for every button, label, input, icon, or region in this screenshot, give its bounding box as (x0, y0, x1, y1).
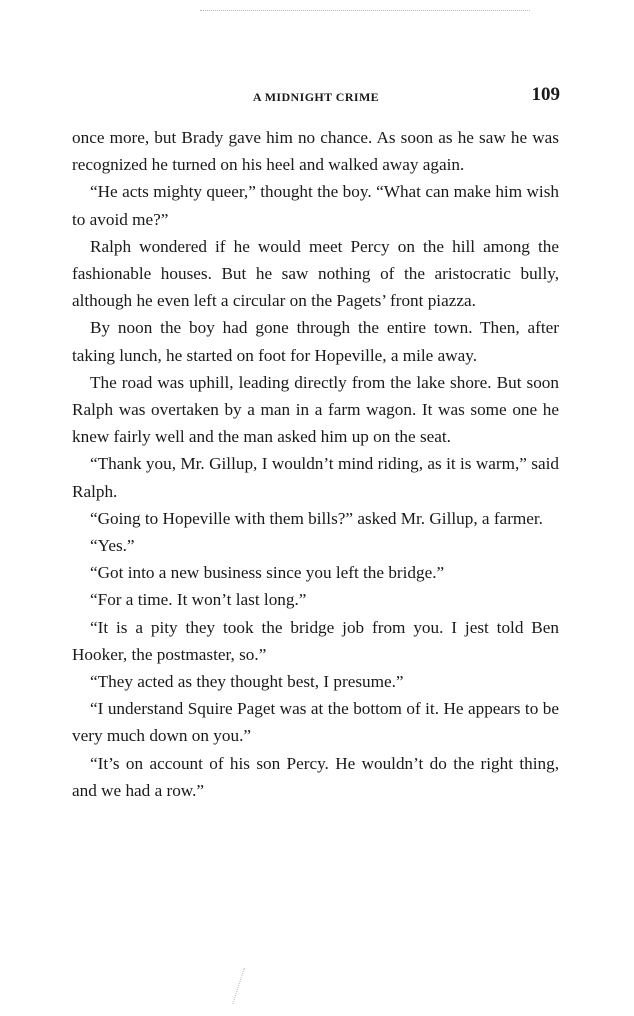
page-number: 109 (531, 84, 560, 105)
paragraph: “They acted as they thought best, I presume.” (90, 672, 404, 692)
scan-artifact-top (200, 10, 530, 17)
paragraph: “Got into a new business since you left the bridge.” (90, 563, 445, 583)
paragraph: By noon the boy had gone through the entire town. Then, after taking lunch, he started on foot for Hopeville, a mile away. (72, 318, 559, 365)
paragraph: “I understand Squire Paget was at the bottom of it. He appears to be very much down on you.” (72, 699, 559, 746)
scan-artifact-bottom (232, 968, 275, 1004)
paragraph: The road was uphill, leading directly from the lake shore. But soon Ralph was overtaken by a man in a farm wagon. It was some one he knew fairly well and the man asked him up on the seat. (72, 372, 559, 447)
paragraph: “It is a pity they took the bridge job from you. I jest told Ben Hooker, the postmaster, so.” (72, 617, 559, 664)
paragraph: “Going to Hopeville with them bills?” asked Mr. Gillup, a farmer. (90, 508, 543, 528)
body-text (72, 124, 559, 804)
page-header (72, 84, 560, 110)
paragraph: “It’s on account of his son Percy. He wouldn’t do the right thing, and we had a row.” (72, 753, 559, 800)
paragraph: “He acts mighty queer,” thought the boy. “What can make him wish to avoid me?” (72, 182, 559, 229)
paragraph: Ralph wondered if he would meet Percy on the hill among the fashionable houses. But he saw nothing of the aristocratic bully, although he even left a circular on the Pagets’ front piazza. (72, 236, 559, 311)
paragraph: once more, but Brady gave him no chance. As soon as he saw he was recognized he turned on his heel and walked away again. (72, 128, 559, 175)
paragraph: “Yes.” (90, 536, 135, 556)
running-head: A MIDNIGHT CRIME (252, 90, 380, 104)
paragraph: “For a time. It won’t last long.” (90, 590, 307, 610)
paragraph: “Thank you, Mr. Gillup, I wouldn’t mind riding, as it is warm,” said Ralph. (72, 454, 559, 501)
